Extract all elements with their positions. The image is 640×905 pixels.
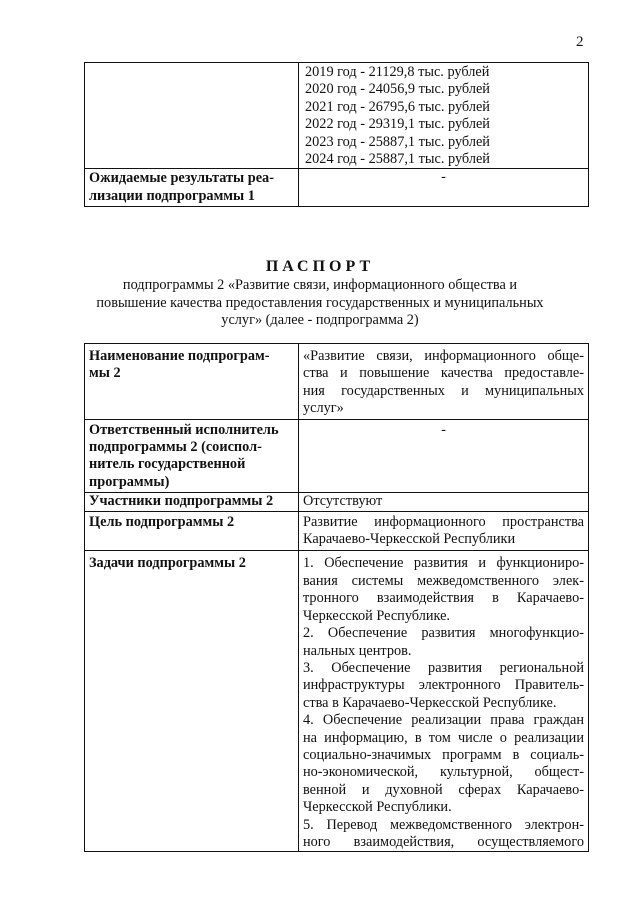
value-line: нальных центров. — [303, 642, 412, 659]
table-row — [85, 344, 589, 420]
value-line: вания системы межведомственного элек- — [303, 572, 584, 589]
value-line: ства и повышение качества предоставле- — [303, 365, 584, 382]
value-line: Карачаево-Черкесской Республики — [303, 531, 516, 548]
expected-results-label — [85, 169, 299, 207]
value-line: 4. Обеспечение реализации права граждан — [303, 712, 584, 729]
value-line: 2. Обеспечение развития многофункцио- — [303, 625, 584, 642]
value-line: «Развитие связи, информационного обще- — [303, 348, 584, 364]
goal-value — [299, 511, 589, 551]
label-line: Ожидаемые результаты реа- — [89, 170, 274, 187]
funding-table — [84, 62, 589, 207]
name-label — [85, 344, 299, 420]
funding-line: 2020 год - 24056,9 тыс. рублей — [305, 81, 490, 98]
label-line: Ответственный исполнитель — [89, 421, 279, 438]
goal-label: Цель подпрограммы 2 — [85, 511, 299, 551]
value-line: ния государственных и муниципальных — [303, 382, 584, 399]
passport-subtitle — [0, 277, 640, 330]
table-row — [85, 551, 589, 852]
label-line: лизации подпрограммы 1 — [89, 187, 255, 204]
value-line: социально-значимых программ в социаль- — [303, 746, 584, 763]
table-row — [85, 63, 589, 169]
value-line: Развитие информационного пространства — [303, 513, 584, 530]
funding-line: 2021 год - 26795,6 тыс. рублей — [305, 98, 490, 115]
value-line: инфраструктуры электронного Правитель- — [303, 677, 584, 694]
value-line: Черкесской Республике. — [303, 607, 450, 624]
funding-line: 2024 год - 25887,1 тыс. рублей — [305, 151, 490, 168]
table-row — [85, 169, 589, 207]
funding-line: 2022 год - 29319,1 тыс. рублей — [305, 116, 490, 133]
empty-label-cell — [85, 63, 299, 169]
executor-value: - — [299, 419, 589, 493]
label-line: Наименование подпрограм- — [89, 348, 270, 364]
label-line: программы) — [89, 473, 170, 490]
name-value — [299, 344, 589, 420]
label-line: мы 2 — [89, 365, 121, 382]
participants-value: Отсутствуют — [299, 493, 589, 511]
table-row — [85, 419, 589, 493]
value-line: ства в Карачаево-Черкесской Республике. — [303, 694, 557, 711]
value-line: Черкесской Республики. — [303, 799, 452, 816]
value-line: 5. Перевод межведомственного электрон- — [303, 816, 584, 833]
value-line: но-экономической, культурной, общест- — [303, 764, 584, 781]
passport-title: ПАСПОРТ — [265, 258, 375, 275]
tasks-label: Задачи подпрограммы 2 — [85, 551, 299, 852]
passport-table — [84, 343, 589, 852]
executor-label — [85, 419, 299, 493]
funding-line: 2023 год - 25887,1 тыс. рублей — [305, 133, 490, 150]
subtitle-line: повышение качества предоставления государственных и муниципальных — [96, 294, 544, 311]
funding-line: 2019 год - 21129,8 тыс. рублей — [305, 64, 490, 80]
value-line: на информацию, в том числе о реализации — [303, 729, 584, 746]
value-line: услуг» — [303, 400, 344, 417]
value-line: венной и духовной сферах Карачаево- — [303, 781, 584, 798]
tasks-value — [299, 551, 589, 852]
table-row — [85, 511, 589, 551]
label-line: нитель государственной — [89, 456, 246, 473]
participants-label: Участники подпрограммы 2 — [85, 493, 299, 511]
funding-cell — [299, 63, 589, 169]
value-line: 3. Обеспечение развития региональной — [303, 659, 584, 676]
expected-results-value: - — [299, 169, 589, 207]
subtitle-line: услуг» (далее - подпрограмма 2) — [221, 312, 419, 329]
value-line: тронного взаимодействия в Карачаево- — [303, 590, 584, 607]
page-number: 2 — [576, 34, 584, 50]
table-row — [85, 493, 589, 511]
value-line: ного взаимодействия, осуществляемого — [303, 833, 584, 850]
value-line: 1. Обеспечение развития и функциониро- — [303, 555, 584, 572]
subtitle-line: подпрограммы 2 «Развитие связи, информационного общества и — [122, 277, 518, 293]
label-line: подпрограммы 2 (соиспол- — [89, 439, 262, 456]
